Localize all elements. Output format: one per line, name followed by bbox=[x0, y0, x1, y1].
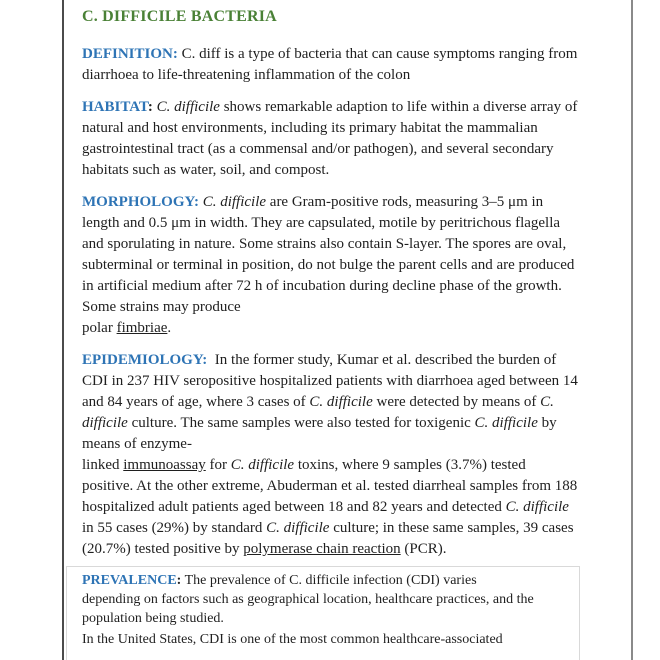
text-segment: culture. The same samples were also tested for toxigenic bbox=[127, 415, 475, 431]
text-segment: C. difficile bbox=[474, 415, 538, 431]
text-segment: The prevalence of C. difficile infection (CDI) varies depending on factors such as geographical location, healthcare practices, and the population being studied. bbox=[82, 573, 534, 626]
text-segment: for bbox=[205, 457, 231, 473]
text-segment: polar bbox=[82, 320, 117, 336]
text-segment: C. difficile bbox=[202, 194, 267, 210]
text-segment: in 55 cases (29%) by standard bbox=[82, 520, 267, 536]
paragraph-definition bbox=[82, 44, 578, 86]
text-segment: In the United States, CDI is one of the most common healthcare-associated bbox=[82, 632, 503, 647]
text-segment: C. difficile bbox=[266, 520, 330, 536]
text-segment: : bbox=[176, 573, 182, 588]
document-content bbox=[82, 7, 578, 660]
text-segment: : bbox=[147, 99, 153, 115]
text-segment: C. difficile bbox=[82, 394, 554, 431]
underlined-term[interactable]: fimbriae bbox=[116, 320, 168, 336]
text-segment: C. difficile bbox=[505, 499, 569, 515]
document-title: C. DIFFICILE BACTERIA bbox=[82, 8, 277, 25]
text-segment: toxins, where 9 samples (3.7%) tested positive. At the other extreme, Abuderman et al. tested diarrheal samples from 188 hospitalized adult patients aged between 18 and 82 years and detected bbox=[82, 457, 578, 515]
text-segment: C. difficile bbox=[309, 394, 373, 410]
text-segment: (PCR). bbox=[400, 541, 447, 557]
page-border-left bbox=[62, 0, 64, 660]
text-segment: linked bbox=[82, 457, 124, 473]
text-segment: shows remarkable adaption to life within a diverse array of natural and host environments, including its primary habitat the mammalian gastrointestinal tract (as a commensal and/or pathogen), and several secondary habitats such as water, soil, and compost. bbox=[82, 99, 578, 178]
paragraph-habitat bbox=[82, 97, 578, 181]
section-label: EPIDEMIOLOGY: bbox=[82, 352, 208, 368]
page-border-right bbox=[631, 0, 633, 660]
text-segment: C. difficile bbox=[156, 99, 220, 115]
text-segment: In the former study, Kumar et al. described the burden of CDI in 237 HIV seropositive hospitalized patients with diarrhoea aged between 14 and 84 years of age, where 3 cases of bbox=[82, 352, 578, 410]
underlined-term[interactable]: polymerase chain reaction bbox=[243, 541, 401, 557]
text-segment: . bbox=[167, 320, 172, 336]
section-label: PREVALENCE bbox=[82, 573, 177, 588]
paragraph-prevalence bbox=[82, 571, 535, 628]
text-segment: culture; in these same samples, 39 cases (20.7%) tested positive by bbox=[82, 520, 574, 557]
paragraph-morphology bbox=[82, 192, 578, 339]
section-label: DEFINITION: bbox=[82, 46, 178, 62]
underlined-term[interactable]: immunoassay bbox=[123, 457, 206, 473]
section-label: MORPHOLOGY: bbox=[82, 194, 199, 210]
section-label: HABITAT bbox=[82, 99, 148, 115]
paragraph-prevalence-us bbox=[82, 630, 535, 649]
paragraph-epidemiology bbox=[82, 350, 578, 560]
text-segment: C. difficile bbox=[230, 457, 295, 473]
text-segment: were detected by means of bbox=[372, 394, 541, 410]
prevalence-box bbox=[66, 566, 580, 660]
text-segment: C. diff is a type of bacteria that can cause symptoms ranging from diarrhoea to life-threatening inflammation of the colon bbox=[82, 46, 578, 83]
text-segment: are Gram-positive rods, measuring 3–5 μm in length and 0.5 μm in width. They are capsulated, motile by peritrichous flagella and sporulating in nature. Some strains also contain S-layer. The spores are oval, subterminal or terminal in position, do not bulge the parent cells and are produced in artificial medium after 72 h of incubation during decline phase of the growth. Some strains may produce bbox=[82, 194, 575, 315]
text-segment: by means of enzyme- bbox=[82, 415, 557, 452]
